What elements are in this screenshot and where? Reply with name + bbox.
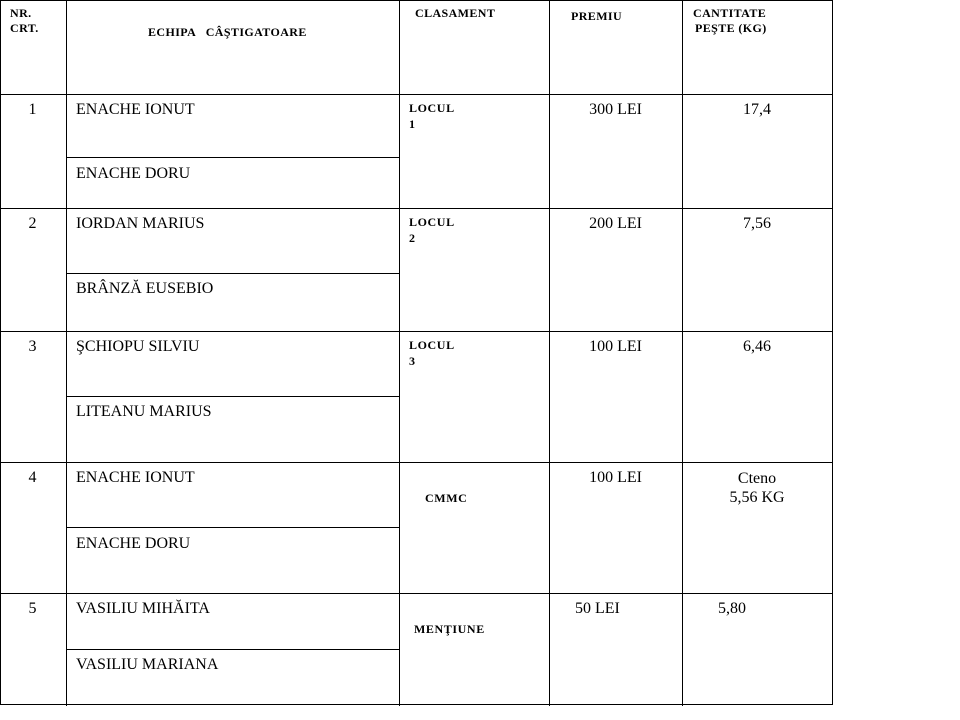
ranking-cell [409,337,455,369]
team-member-name: VASILIU MARIANA [76,656,219,673]
row-number: 5 [28,600,37,617]
column-divider [399,1,400,706]
ranking-label: LOCUL [409,215,455,229]
row-number: 4 [28,469,37,486]
team-member-name: IORDAN MARIUS [76,215,205,232]
row-divider [1,593,832,594]
fish-species: Cteno [737,470,777,487]
header-nr-crt-line2: CRT. [10,21,39,35]
header-quantity-line1: CANTITATE [693,6,767,20]
ranking-label: CMMC [425,491,468,505]
header-nr-crt [10,6,39,36]
team-member-name: LITEANU MARIUS [76,403,212,420]
prize-value: 50 LEI [575,600,620,617]
header-prize: PREMIU [571,9,623,23]
header-quantity-line2: PEŞTE (KG) [695,21,767,35]
team-member-name: ŞCHIOPU SILVIU [76,338,200,355]
ranking-cell [409,214,455,246]
row-number: 3 [28,338,37,355]
row-number: 2 [28,215,37,232]
fish-quantity: 7,56 [743,215,771,232]
team-member-name: VASILIU MIHĂITA [76,600,210,617]
ranking-label: LOCUL [409,338,455,352]
team-member-name: BRÂNZĂ EUSEBIO [76,280,214,297]
prize-value: 100 LEI [589,469,642,486]
ranking-place: 1 [409,117,416,131]
fish-quantity [682,469,832,507]
fish-quantity: 6,46 [743,338,771,355]
header-ranking: CLASAMENT [415,6,496,20]
row-divider [1,208,832,209]
ranking-cell [409,100,455,132]
fish-quantity: 17,4 [743,101,771,118]
prize-value: 200 LEI [589,215,642,232]
team-member-name: ENACHE DORU [76,535,191,552]
header-quantity [693,6,767,36]
row-number: 1 [28,101,37,118]
member-divider [67,273,399,274]
team-member-name: ENACHE IONUT [76,101,195,118]
ranking-label: LOCUL [409,101,455,115]
member-divider [67,157,399,158]
column-divider [66,1,67,706]
ranking-cell [425,490,467,506]
row-divider [1,331,832,332]
header-team: ECHIPA CÂŞTIGATOARE [148,25,307,39]
member-divider [67,396,399,397]
member-divider [67,527,399,528]
fish-weight: 5,56 KG [729,489,785,506]
ranking-label: MENŢIUNE [414,622,485,636]
team-member-name: ENACHE DORU [76,165,191,182]
ranking-cell [414,621,485,637]
team-member-name: ENACHE IONUT [76,469,195,486]
ranking-place: 3 [409,354,416,368]
prize-value: 300 LEI [589,101,642,118]
row-divider [1,94,832,95]
fish-quantity: 5,80 [718,600,746,617]
row-divider [1,462,832,463]
prize-value: 100 LEI [589,338,642,355]
member-divider [67,649,399,650]
ranking-place: 2 [409,231,416,245]
header-nr-crt-line1: NR. [10,6,32,20]
